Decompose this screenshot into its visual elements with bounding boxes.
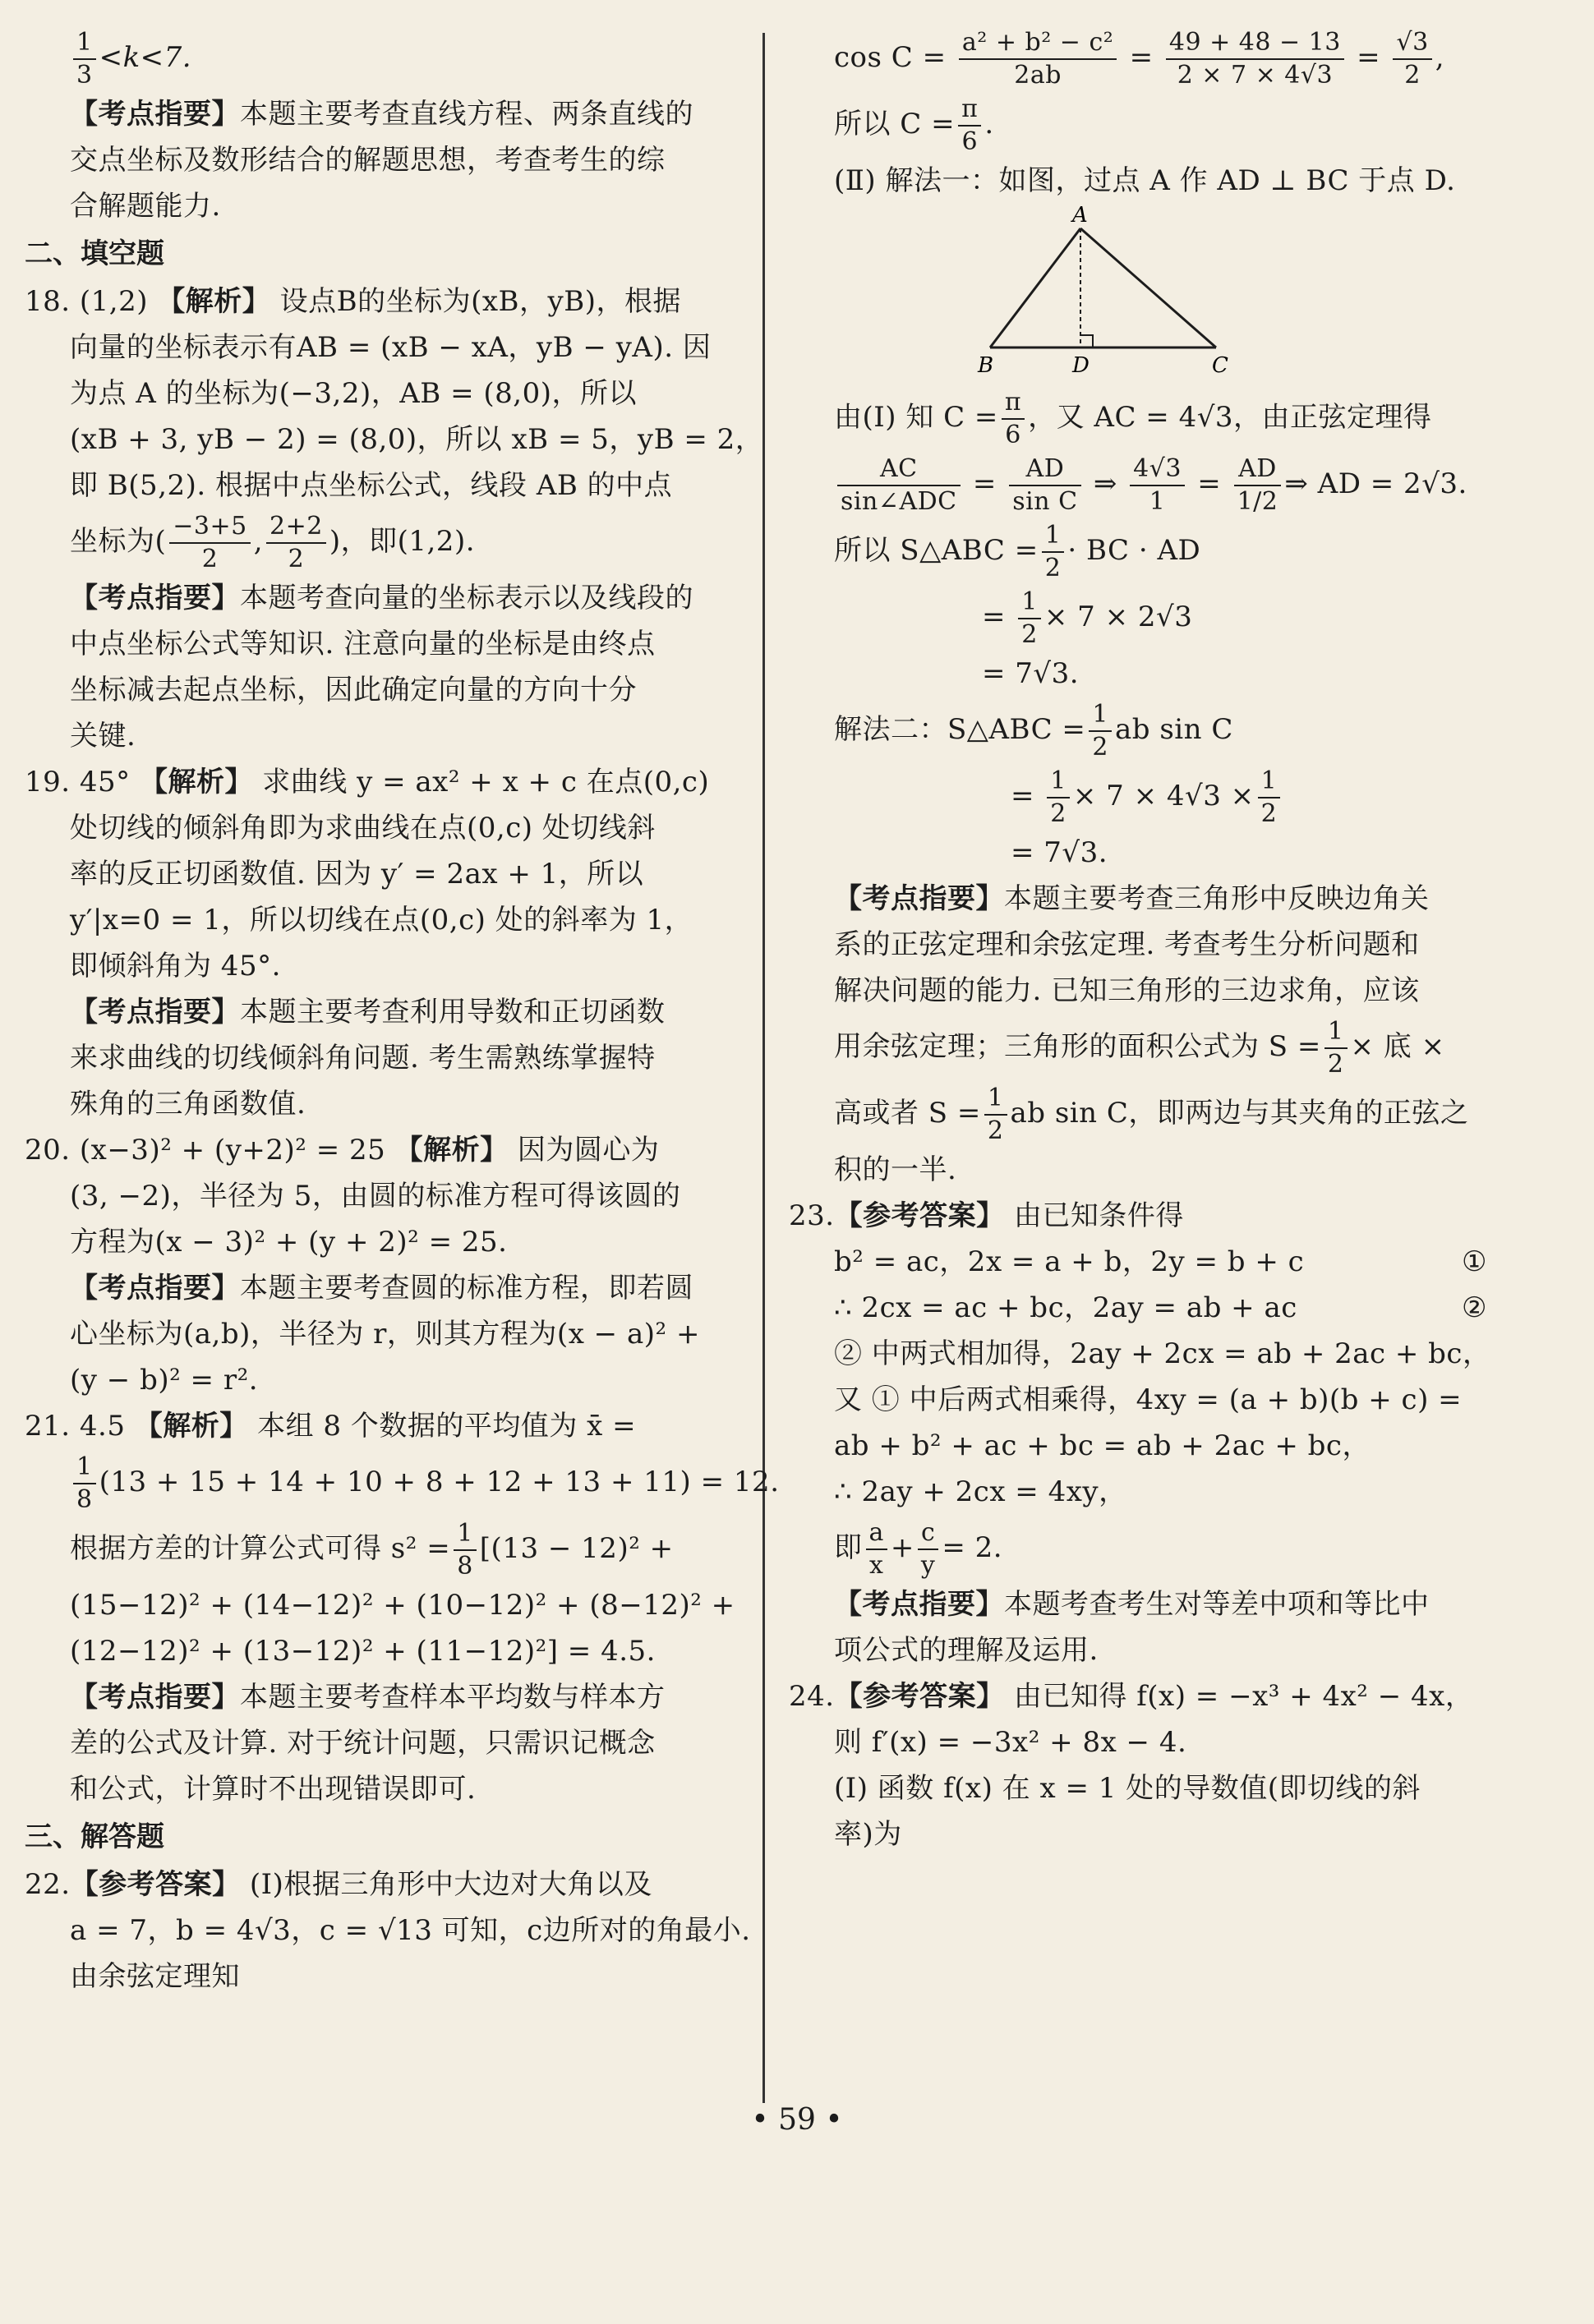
text-line: 为点 A 的坐标为(−3,2)，AB = (8,0)，所以 [70, 377, 638, 410]
triangle-figure [789, 204, 1512, 384]
text-line: (Ⅱ) 解法一：如图，过点 A 作 AD ⊥ BC 于点 D. [834, 164, 1456, 197]
text-line: (xB + 3, yB − 2) = (8,0)，所以 xB = 5，yB = 2， [70, 423, 764, 456]
column-divider [762, 33, 765, 2103]
text-line: 差的公式及计算. 对于统计问题，只需识记概念 [70, 1727, 656, 1760]
text-line: ② 中两式相加得，2ay + 2cx = ab + 2ac + bc， [834, 1337, 1491, 1370]
fraction: $\frac{a}{x}$ [866, 1517, 887, 1581]
key-point-1: 【考点指要】本题主要考查直线方程、两条直线的 [70, 98, 693, 131]
key-point-6: 【考点指要】本题主要考查三角形中反映边角关 [834, 882, 1430, 915]
text-line: 又 ① 中后两式相乘得，4xy = (a + b)(b + c) = [834, 1383, 1463, 1416]
left-column [25, 25, 780, 2000]
conclusion-line: 即 $\frac{a}{x}$ + $\frac{c}{y}$ = 2. [834, 1518, 1003, 1580]
text-line: 率的反正切函数值. 因为 y′ = 2ax + 1，所以 [70, 858, 644, 890]
fraction: $\frac{1}{2}$ [1047, 766, 1070, 830]
triangle-svg [789, 204, 1512, 384]
section-heading-fill-blank: 二、填空题 [25, 237, 164, 270]
text-line: y′|x=0 = 1，所以切线在点(0,c) 处的斜率为 1， [70, 904, 693, 937]
text-line: 中点坐标公式等知识. 注意向量的坐标是由终点 [70, 628, 656, 660]
fraction: $\frac{49 + 48 - 13}{2 \times 7 \times 4√3}$ [1166, 27, 1344, 91]
label-a: A [1072, 204, 1088, 228]
section-heading-solutions: 三、解答题 [25, 1820, 164, 1853]
variance-line: 根据方差的计算公式可得 s² = $\frac{1}{8}$ [(13 − 12)² + [70, 1519, 674, 1581]
fraction: $\frac{√3}{2}$ [1393, 27, 1431, 91]
cosine-line: cos C = $\frac{\text{a² + b² − c²}}{2ab}$ = $\frac{49 + 48 - 13}{2 \times 7 \times 4√3}$ = $\frac{√3}{2}$ , [834, 28, 1444, 90]
key-point-2: 【考点指要】本题考查向量的坐标表示以及线段的 [70, 582, 693, 614]
q20-line: 20. (x−3)² + (y+2)² = 25 【解析】 因为圆心为 [25, 1134, 660, 1167]
fraction: $\frac{2+2}{2}$ [266, 511, 326, 575]
q24-line: 24.【参考答案】 由已知得 f(x) = −x³ + 4x² − 4x， [789, 1680, 1474, 1713]
q19-line: 19. 45° 【解析】 求曲线 y = ax² + x + c 在点(0,c) [25, 766, 710, 798]
fraction: $\frac{1}{3}$ [73, 27, 96, 91]
text-line: 交点坐标及数形结合的解题思想，考查考生的综 [70, 144, 666, 177]
fraction: $\frac{\pi}{6}$ [958, 94, 981, 158]
area-line-2: = $\frac{1}{2}$ × 7 × 2√3 [982, 587, 1193, 649]
text-line: 由余弦定理知 [70, 1960, 240, 1993]
text-line: 积的一半. [834, 1153, 957, 1186]
method2-line-2: = $\frac{1}{2}$ × 7 × 4√3 × $\frac{1}{2}$ [789, 763, 1512, 830]
fraction: $\frac{1}{2}$ [1042, 520, 1065, 584]
text-line: 坐标减去起点坐标，因此确定向量的方向十分 [70, 674, 637, 706]
right-column [789, 25, 1512, 1857]
angle-c-line: 所以 C = $\frac{\pi}{6}$ . [834, 94, 994, 156]
fraction: $\frac{1}{2}$ [984, 1083, 1007, 1147]
text-line: 即倾斜角为 45°. [70, 950, 281, 983]
fraction: $\frac{AD}{\text{sin C}}$ [1009, 453, 1080, 518]
text-line: 则 f′(x) = −3x² + 8x − 4. [834, 1726, 1187, 1759]
text-line: 心坐标为(a,b)，半径为 r，则其方程为(x − a)² + [70, 1318, 700, 1351]
text-line: 殊角的三角函数值. [70, 1088, 306, 1121]
text-line: 来求曲线的切线倾斜角问题. 考生需熟练掌握特 [70, 1042, 656, 1075]
text-line: (3, −2)，半径为 5，由圆的标准方程可得该圆的 [70, 1180, 681, 1213]
fraction: $\frac{1}{8}$ [73, 1452, 96, 1516]
text-line: 解决问题的能力. 已知三角形的三边求角，应该 [834, 974, 1420, 1007]
fraction: $\frac{1}{2}$ [1018, 587, 1041, 651]
text-line: (Ⅰ) 函数 f(x) 在 x = 1 处的导数值(即切线的斜 [834, 1772, 1421, 1805]
area-line-1: 所以 S△ABC = $\frac{1}{2}$ · BC · AD [834, 521, 1201, 582]
method2-line-1: 解法二：S△ABC = $\frac{1}{2}$ ab sin C [834, 700, 1233, 762]
side-ab [990, 228, 1080, 347]
fraction: $\frac{1}{2}$ [1258, 766, 1281, 830]
text-line: 和公式，计算时不出现错误即可. [70, 1773, 477, 1806]
label-d: D [1072, 353, 1090, 378]
fraction: $\frac{1}{2}$ [1324, 1016, 1348, 1080]
fraction: $\frac{AD}{1/2}$ [1234, 453, 1282, 518]
text-line: ab + b² + ac + bc = ab + 2ac + bc， [834, 1429, 1371, 1462]
line-k-range: $\frac{1}{3}$ <k<7. [25, 25, 748, 91]
text-line: (y − b)² = r². [70, 1364, 259, 1397]
text-line: 率)为 [834, 1818, 902, 1851]
q21-line: 21. 4.5 【解析】 本组 8 个数据的平均值为 x̄ = [25, 1410, 637, 1443]
equation-2: ∴ 2cx = ac + bc，2ay = ab + ac ② [834, 1291, 1487, 1324]
text-line: 用余弦定理；三角形的面积公式为 S = $\frac{1}{2}$ × 底 × [834, 1017, 1445, 1079]
text-line: ∴ 2ay + 2cx = 4xy， [834, 1475, 1127, 1508]
q23-line: 23.【参考答案】 由已知条件得 [789, 1199, 1184, 1232]
side-ac [1080, 228, 1216, 347]
fraction: $\frac{\text{a² + b² − c²}}{2ab}$ [959, 27, 1117, 91]
fraction: $\frac{1}{2}$ [1089, 699, 1112, 763]
page-number: • 59 • [751, 2103, 843, 2137]
text-line: 系的正弦定理和余弦定理. 考查考生分析问题和 [834, 928, 1420, 961]
text-line: (12−12)² + (13−12)² + (11−12)²] = 4.5. [70, 1635, 656, 1668]
midpoint-line: 坐标为( $\frac{-3+5}{2}$ , $\frac{2+2}{2}$ )，即(1,2). [70, 512, 476, 573]
q18-line: 18. (1,2) 【解析】 设点B的坐标为(xB，yB)，根据 [25, 285, 681, 318]
text-line: 合解题能力. [70, 190, 221, 223]
key-point-7: 【考点指要】本题考查考生对等差中项和等比中 [834, 1588, 1430, 1621]
fraction: $\frac{\pi}{6}$ [1002, 387, 1025, 451]
key-point-5: 【考点指要】本题主要考查样本平均数与样本方 [70, 1681, 666, 1714]
text-line: 方程为(x − 3)² + (y + 2)² = 25. [70, 1226, 508, 1259]
method2-line-3: = 7√3. [1011, 836, 1108, 869]
text-line: 高或者 S = $\frac{1}{2}$ ab sin C，即两边与其夹角的正弦之 [834, 1084, 1469, 1145]
text-line: 项公式的理解及运用. [834, 1634, 1099, 1667]
mean-line: $\frac{1}{8}$ (13 + 15 + 14 + 10 + 8 + 12 + 13 + 11) = 12. [25, 1449, 748, 1516]
text-line: (15−12)² + (14−12)² + (10−12)² + (8−12)² + [70, 1589, 735, 1622]
text-line: 处切线的倾斜角即为求曲线在点(0,c) 处切线斜 [70, 812, 656, 844]
fraction: $\frac{-3+5}{2}$ [169, 511, 250, 575]
key-point-4: 【考点指要】本题主要考查圆的标准方程，即若圆 [70, 1272, 693, 1305]
sine-law-line: $\frac{AC}{\text{sin∠ADC}}$ = $\frac{AD}{\text{sin C}}$ ⇒ $\frac{4√3}{1}$ = $\frac{AD}{1/2}$ ⇒ AD = 2√3. [789, 451, 1512, 518]
right-angle-mark [1080, 335, 1093, 347]
fraction: $\frac{AC}{\text{sin∠ADC}}$ [837, 453, 961, 518]
label-b: B [978, 353, 994, 378]
key-point-3: 【考点指要】本题主要考查利用导数和正切函数 [70, 996, 666, 1029]
text-line: 关键. [70, 720, 136, 752]
q22-line: 22.【参考答案】 (Ⅰ)根据三角形中大边对大角以及 [25, 1868, 652, 1901]
fraction: $\frac{c}{y}$ [918, 1517, 938, 1581]
text-line: 向量的坐标表示有AB = (xB − xA，yB − yA). 因 [70, 331, 712, 364]
text-line: a = 7，b = 4√3，c = √13 可知，c边所对的角最小. [70, 1914, 751, 1947]
text-line: 即 B(5,2). 根据中点坐标公式，线段 AB 的中点 [70, 469, 673, 502]
fraction: $\frac{1}{8}$ [454, 1518, 477, 1582]
fraction: $\frac{4√3}{1}$ [1130, 453, 1185, 518]
text-line: 由(Ⅰ) 知 C = $\frac{\pi}{6}$ ，又 AC = 4√3，由正弦定理得 [834, 388, 1432, 449]
equation-1: b² = ac，2x = a + b，2y = b + c ① [834, 1245, 1487, 1278]
area-line-3: = 7√3. [982, 657, 1080, 690]
label-c: C [1212, 353, 1228, 378]
